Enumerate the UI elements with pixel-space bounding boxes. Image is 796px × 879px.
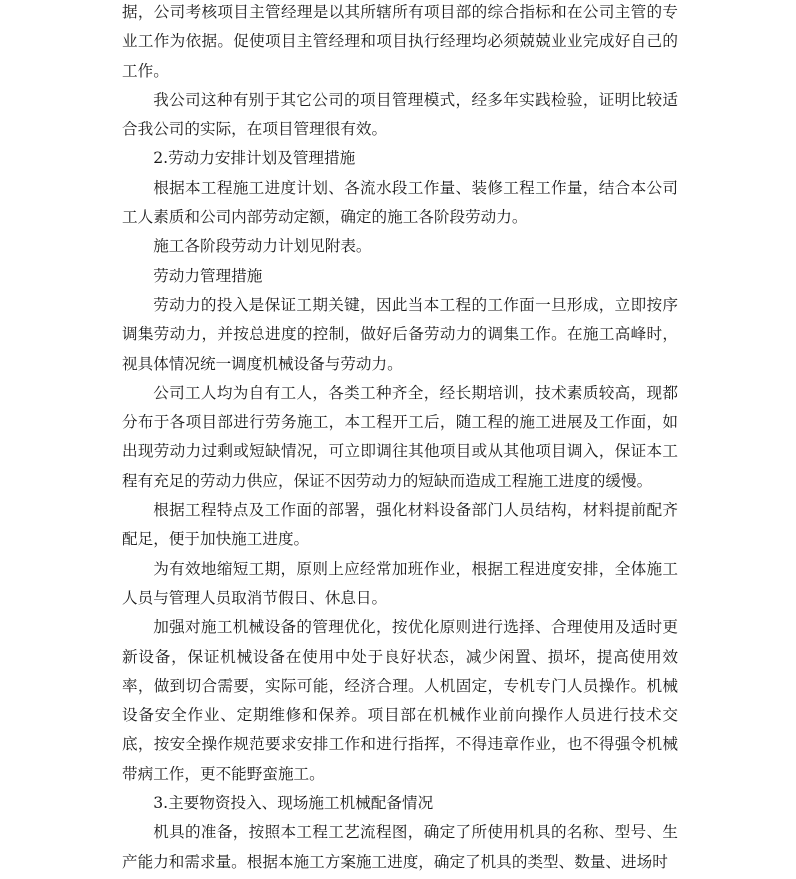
section-heading-labor-plan: 2.劳动力安排计划及管理措施 — [153, 149, 356, 168]
subheading-labor-measures: 劳动力管理措施 — [153, 266, 263, 285]
paragraph-labor-input: 劳动力的投入是保证工期关键，因此当本工程的工作面一旦形成，立即按序调集劳动力，并按总进度的控制，做好后备劳动力的调集工作。在施工高峰时，视具体情况统一调度机械设备与劳动力。 — [122, 295, 678, 373]
document-body — [122, 0, 678, 877]
paragraph-labor-attachment: 施工各阶段劳动力计划见附表。 — [153, 237, 372, 256]
paragraph-labor-basis: 根据本工程施工进度计划、各流水段工作量、装修工程工作量，结合本公司工人素质和公司内部劳动定额，确定的施工各阶段劳动力。 — [122, 178, 678, 227]
paragraph-overtime: 为有效地缩短工期，原则上应经常加班作业，根据工程进度安排，全体施工人员与管理人员取消节假日、休息日。 — [122, 559, 678, 607]
paragraph-tools: 机具的准备，按照本工程工艺流程图，确定了所使用机具的名称、型号、生产能力和需求量。根据本施工方案施工进度，确定了机具的类型、数量、进场时 — [122, 823, 678, 871]
paragraph-project-mode: 我公司这种有别于其它公司的项目管理模式，经多年实践检验，证明比较适合我公司的实际，在项目管理很有效。 — [122, 90, 678, 139]
paragraph-materials: 根据工程特点及工作面的部署，强化材料设备部门人员结构，材料提前配齐配足，便于加快施工进度。 — [122, 501, 678, 549]
paragraph-machinery: 加强对施工机械设备的管理优化，按优化原则进行选择、合理使用及适时更新设备，保证机械设备在使用中处于良好状态，减少闲置、损坏，提高使用效率，做到切合需要，实际可能，经济合理。人机固定，专机专门人员操作。机械设备安全作业、定期维修和保养。项目部在机械作业前向操作人员进行技术交底，按安全操作规范要求安排工作和进行指挥，不得违章作业，也不得强令机械带病工作，更不能野蛮施工。 — [122, 618, 678, 783]
section-heading-materials-machinery: 3.主要物资投入、现场施工机械配备情况 — [153, 794, 434, 813]
paragraph-continuation: 据，公司考核项目主管经理是以其所辖所有项目部的综合指标和在公司主管的专业工作为依据。促使项目主管经理和项目执行经理均必须兢兢业业完成好自己的工作。 — [122, 3, 678, 80]
paragraph-workers: 公司工人均为自有工人，各类工种齐全，经长期培训，技术素质较高，现都分布于各项目部进行劳务施工，本工程开工后，随工程的施工进展及工作面，如出现劳动力过剩或短缺情况，可立即调往其他项目或从其他项目调入，保证本工程有充足的劳动力供应，保证不因劳动力的短缺而造成工程施工进度的缓慢。 — [122, 383, 678, 490]
